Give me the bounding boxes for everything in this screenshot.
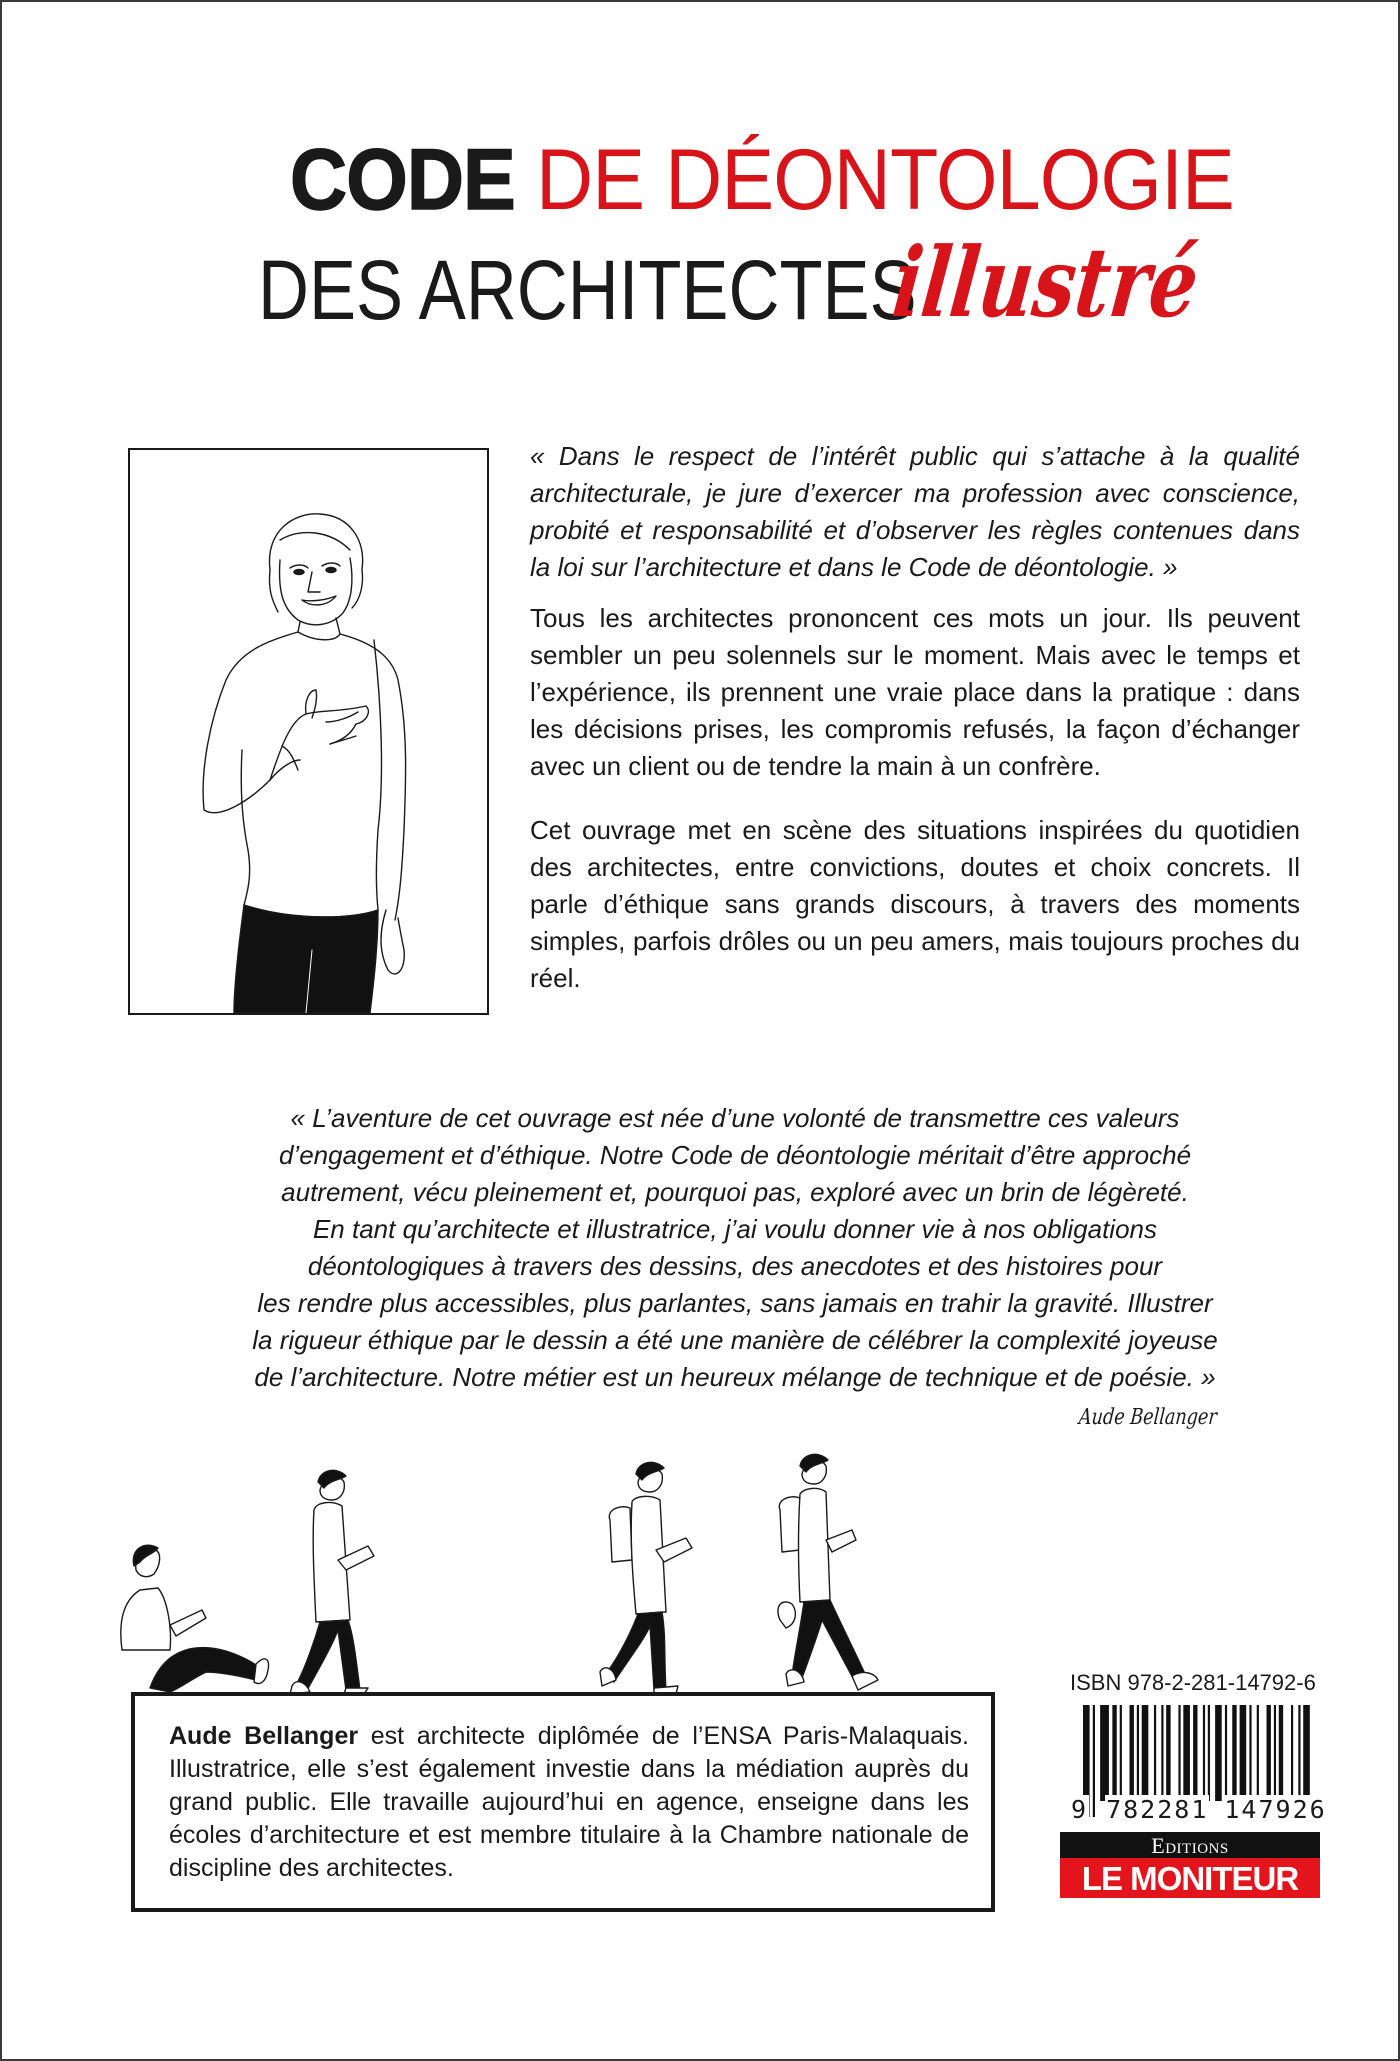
author-quote bbox=[240, 1100, 1230, 1396]
quote-line: d’engagement et d’éthique. Notre Code de déontologie méritait d’être approché bbox=[278, 1140, 1192, 1170]
bio-text: est architecte diplômée de l’ENSA Paris-Malaquais. Illustratrice, elle s’est également investie dans la médiation auprès du grand public. Elle travaille aujourd’hui en agence, enseigne dans les écoles d’architecture et est membre titulaire à la Chambre nationale de discipline des architectes. bbox=[169, 1722, 969, 1882]
barcode-bar bbox=[1267, 1705, 1271, 1801]
barcode-digits bbox=[1070, 1795, 1328, 1824]
barcode-bar bbox=[1129, 1705, 1133, 1801]
barcode-digits-right: 147926 bbox=[1224, 1795, 1327, 1824]
woman-hand-on-heart-icon bbox=[130, 450, 487, 1013]
barcode-digit-first: 9 bbox=[1071, 1795, 1089, 1824]
title-illustre: illustré bbox=[887, 226, 1204, 339]
title-line-1 bbox=[290, 130, 1234, 230]
barcode-bar bbox=[1142, 1705, 1149, 1801]
barcode-bar bbox=[1298, 1705, 1300, 1801]
barcode-bar bbox=[1154, 1705, 1156, 1801]
author-signature: Aude Bellanger bbox=[1077, 1405, 1218, 1430]
barcode-bar bbox=[1100, 1705, 1109, 1801]
isbn-label: ISBN 978-2-281-14792-6 bbox=[1070, 1670, 1316, 1695]
title-deontologie: DE DÉONTOLOGIE bbox=[535, 132, 1234, 228]
barcode-bar bbox=[1232, 1705, 1236, 1801]
barcode-bar bbox=[1249, 1705, 1251, 1801]
readers-illustration bbox=[110, 1450, 1010, 1695]
publisher-editions: Editions bbox=[1060, 1832, 1320, 1858]
quote-line: « L’aventure de cet ouvrage est née d’une volonté de transmettre ces valeurs bbox=[290, 1103, 1180, 1133]
title-code: CODE bbox=[290, 132, 515, 228]
readers-walking-icon bbox=[110, 1450, 1010, 1695]
barcode-bar bbox=[1193, 1705, 1197, 1801]
quote-line: En tant qu’architecte et illustratrice, j’ai voulu donner vie à nos obligations bbox=[312, 1214, 1158, 1244]
barcode-bar bbox=[1183, 1705, 1190, 1801]
barcode-bar bbox=[1166, 1705, 1170, 1801]
walking-reader-figure-1 bbox=[290, 1470, 374, 1694]
barcode-bar bbox=[1279, 1705, 1283, 1801]
author-bio-box bbox=[131, 1692, 995, 1912]
barcode-bar bbox=[1240, 1705, 1247, 1801]
quote-line: les rendre plus accessibles, plus parlantes, sans jamais en trahir la gravité. Illustrer bbox=[257, 1288, 1213, 1318]
publisher-le-moniteur: LE MONITEUR bbox=[1060, 1858, 1320, 1898]
barcode-bar bbox=[1208, 1705, 1210, 1801]
barcode-bar bbox=[1291, 1705, 1293, 1801]
paragraph-2: Cet ouvrage met en scène des situations inspirées du quotidien des architectes, entre convictions, doutes et choix concrets. Il parle d’éthique sans grands discours, à travers des moments simples, parfois drôles ou un peu amers, mais toujours proches du réel. bbox=[530, 815, 1300, 993]
seated-reader-figure bbox=[121, 1545, 269, 1692]
barcode-bar bbox=[1161, 1705, 1163, 1801]
barcode-bar bbox=[1120, 1705, 1122, 1801]
barcode-bar bbox=[1257, 1705, 1259, 1801]
paragraph-1: Tous les architectes prononcent ces mots un jour. Ils peuvent sembler un peu solennels sur le moment. Mais avec le temps et l’expérience, ils prennent une vraie place dans la pratique : dans les décisions prises, les compromis refusés, la façon d’échanger avec un client ou de tendre la main à un confrère. bbox=[530, 603, 1300, 781]
oath-quote: « Dans le respect de l’intérêt public qui s’attache à la qualité architecturale, je jure d’exercer ma profession avec conscience, probité et responsabilité et d’observer les règles contenues dans la loi sur l’architecture et dans le Code de déontologie. » bbox=[530, 441, 1300, 582]
quote-line: la rigueur éthique par le dessin a été une manière de célébrer la complexité joyeuse bbox=[252, 1325, 1218, 1355]
barcode-bar bbox=[1137, 1705, 1139, 1801]
portrait-illustration bbox=[128, 448, 489, 1015]
author-bio bbox=[169, 1720, 969, 1885]
barcode-bar bbox=[1112, 1705, 1116, 1801]
barcode-bar bbox=[1225, 1705, 1227, 1801]
barcode-bar bbox=[1215, 1705, 1222, 1801]
quote-line: autrement, vécu pleinement et, pourquoi pas, exploré avec un brin de légèreté. bbox=[281, 1177, 1189, 1207]
quote-line: déontologiques à travers des dessins, des anecdotes et des histoires pour bbox=[307, 1251, 1163, 1281]
barcode-bar bbox=[1274, 1705, 1276, 1801]
barcode-digits-left: 782281 bbox=[1106, 1795, 1209, 1824]
author-name: Aude Bellanger bbox=[169, 1722, 359, 1750]
barcode-bar bbox=[1178, 1705, 1180, 1801]
title-line-2: DES ARCHITECTES bbox=[258, 243, 917, 337]
walking-reader-figure-2 bbox=[600, 1462, 692, 1694]
publisher-logo bbox=[1060, 1832, 1320, 1898]
walking-reader-figure-3 bbox=[778, 1454, 878, 1690]
quote-line: de l’architecture. Notre métier est un heureux mélange de technique et de poésie. » bbox=[254, 1362, 1216, 1392]
